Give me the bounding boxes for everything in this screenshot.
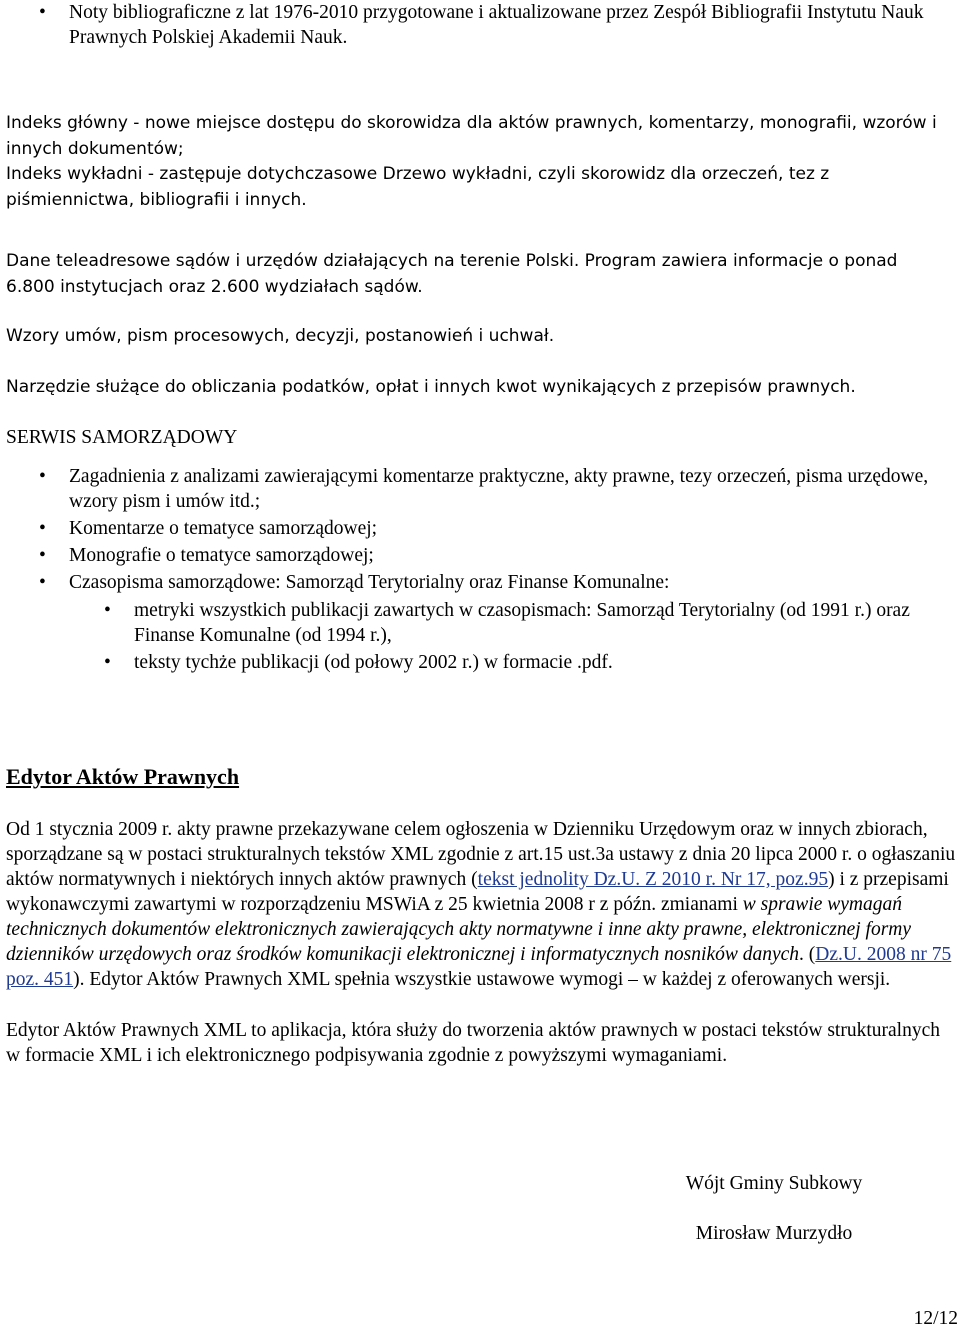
section-item-text: Zagadnienia z analizami zawierającymi komentarze praktyczne, akty prawne, tezy orzeczeń, pisma urzędowe, wzory pism i umów itd.; <box>69 466 929 512</box>
section-title: SERWIS SAMORZĄDOWY <box>6 427 238 448</box>
paragraph-part: ) i z przepisami wykonawczymi zawartymi w rozporządzeniu MSWiA z 25 kwietnia 2008 r z późn. zmianami <box>6 869 949 915</box>
address-data-text: Dane teleadresowe sądów i urzędów działających na terenie Polski. Program zawiera informacje o ponad 6.800 instytucjach oraz 2.600 wydziałach sądów. <box>6 251 898 297</box>
journal-link[interactable]: Dz.U. 2008 nr 75 poz. 451 <box>6 944 952 990</box>
regulation-title: w sprawie wymagań technicznych dokumentów elektronicznych zawierających akty normatywne i inne akty prawne, elektronicznej formy dzienników urzędowych oraz środków komunikacji elektronicznej i informatycznych nosników danych <box>6 894 912 965</box>
paragraph-part: Od 1 stycznia 2009 r. akty prawne przekazywane celem ogłoszenia w Dzienniku Urzędowym oraz w innych zbiorach, sporządzane są w postaci strukturalnych tekstów XML zgodnie z art.15 ust.3a ustawy z dnia 20 lipca 2000 r. o ogłaszaniu aktów normatywnych i niektórych innych aktów prawnych ( <box>6 819 956 890</box>
signature-name: Mirosław Murzydło <box>695 1223 853 1244</box>
section-item-text: Komentarze o tematyce samorządowej; <box>69 518 378 539</box>
index-main-text: Indeks główny - nowe miejsce dostępu do skorowidza dla aktów prawnych, komentarzy, monografii, wzorów i innych dokumentów; <box>6 113 937 159</box>
second-paragraph: Edytor Aktów Prawnych XML to aplikacja, która służy do tworzenia aktów prawnych w postaci tekstów strukturalnych w formacie XML i ich elektronicznego podpisywania zgodnie z powyższymi wymaganiami. <box>6 1020 940 1066</box>
list-item <box>6 464 954 514</box>
paragraph-part: ). Edytor Aktów Prawnych XML spełnia wszystkie ustawowe wymogi – w każdej z oferowanych wersji. <box>73 969 891 990</box>
sub-list <box>6 598 954 675</box>
list-item <box>6 0 954 50</box>
calculator-text: Narzędzie służące do obliczania podatków, opłat i innych kwot wynikających z przepisów prawnych. <box>6 377 856 397</box>
top-bullet-list <box>6 0 954 50</box>
section-heading: Edytor Aktów Prawnych <box>6 764 240 789</box>
legal-text-link[interactable]: tekst jednolity Dz.U. Z 2010 r. Nr 17, poz.95 <box>477 869 829 890</box>
index-lectures-text: Indeks wykładni - zastępuje dotychczasowe Drzewo wykładni, czyli skorowidz dla orzeczeń, tez z piśmiennictwa, bibliografii i innych. <box>6 164 830 210</box>
signature-title: Wójt Gminy Subkowy <box>685 1173 863 1194</box>
top-bullet-text: Noty bibliograficzne z lat 1976-2010 przygotowane i aktualizowane przez Zespół Bibliografii Instytutu Nauk Prawnych Polskiej Akademii Nauk. <box>69 2 924 48</box>
list-item <box>6 516 954 541</box>
list-item <box>6 570 954 595</box>
paragraph-part: . ( <box>799 944 816 965</box>
section-item-text: Monografie o tematyce samorządowej; <box>69 545 374 566</box>
list-item <box>6 650 954 675</box>
sub-item-text: teksty tychże publikacji (od połowy 2002 r.) w formacie .pdf. <box>134 652 613 673</box>
main-paragraph <box>6 817 956 992</box>
section-list <box>6 464 954 595</box>
sub-item-text: metryki wszystkich publikacji zawartych w czasopismach: Samorząd Terytorialny (od 1991 r.) oraz Finanse Komunalne (od 1994 r.), <box>134 600 910 646</box>
list-item <box>6 598 954 648</box>
page-number: 12/12 <box>913 1308 958 1329</box>
templates-text: Wzory umów, pism procesowych, decyzji, postanowień i uchwał. <box>6 326 555 346</box>
section-item-text: Czasopisma samorządowe: Samorząd Terytorialny oraz Finanse Komunalne: <box>69 572 670 593</box>
list-item <box>6 543 954 568</box>
